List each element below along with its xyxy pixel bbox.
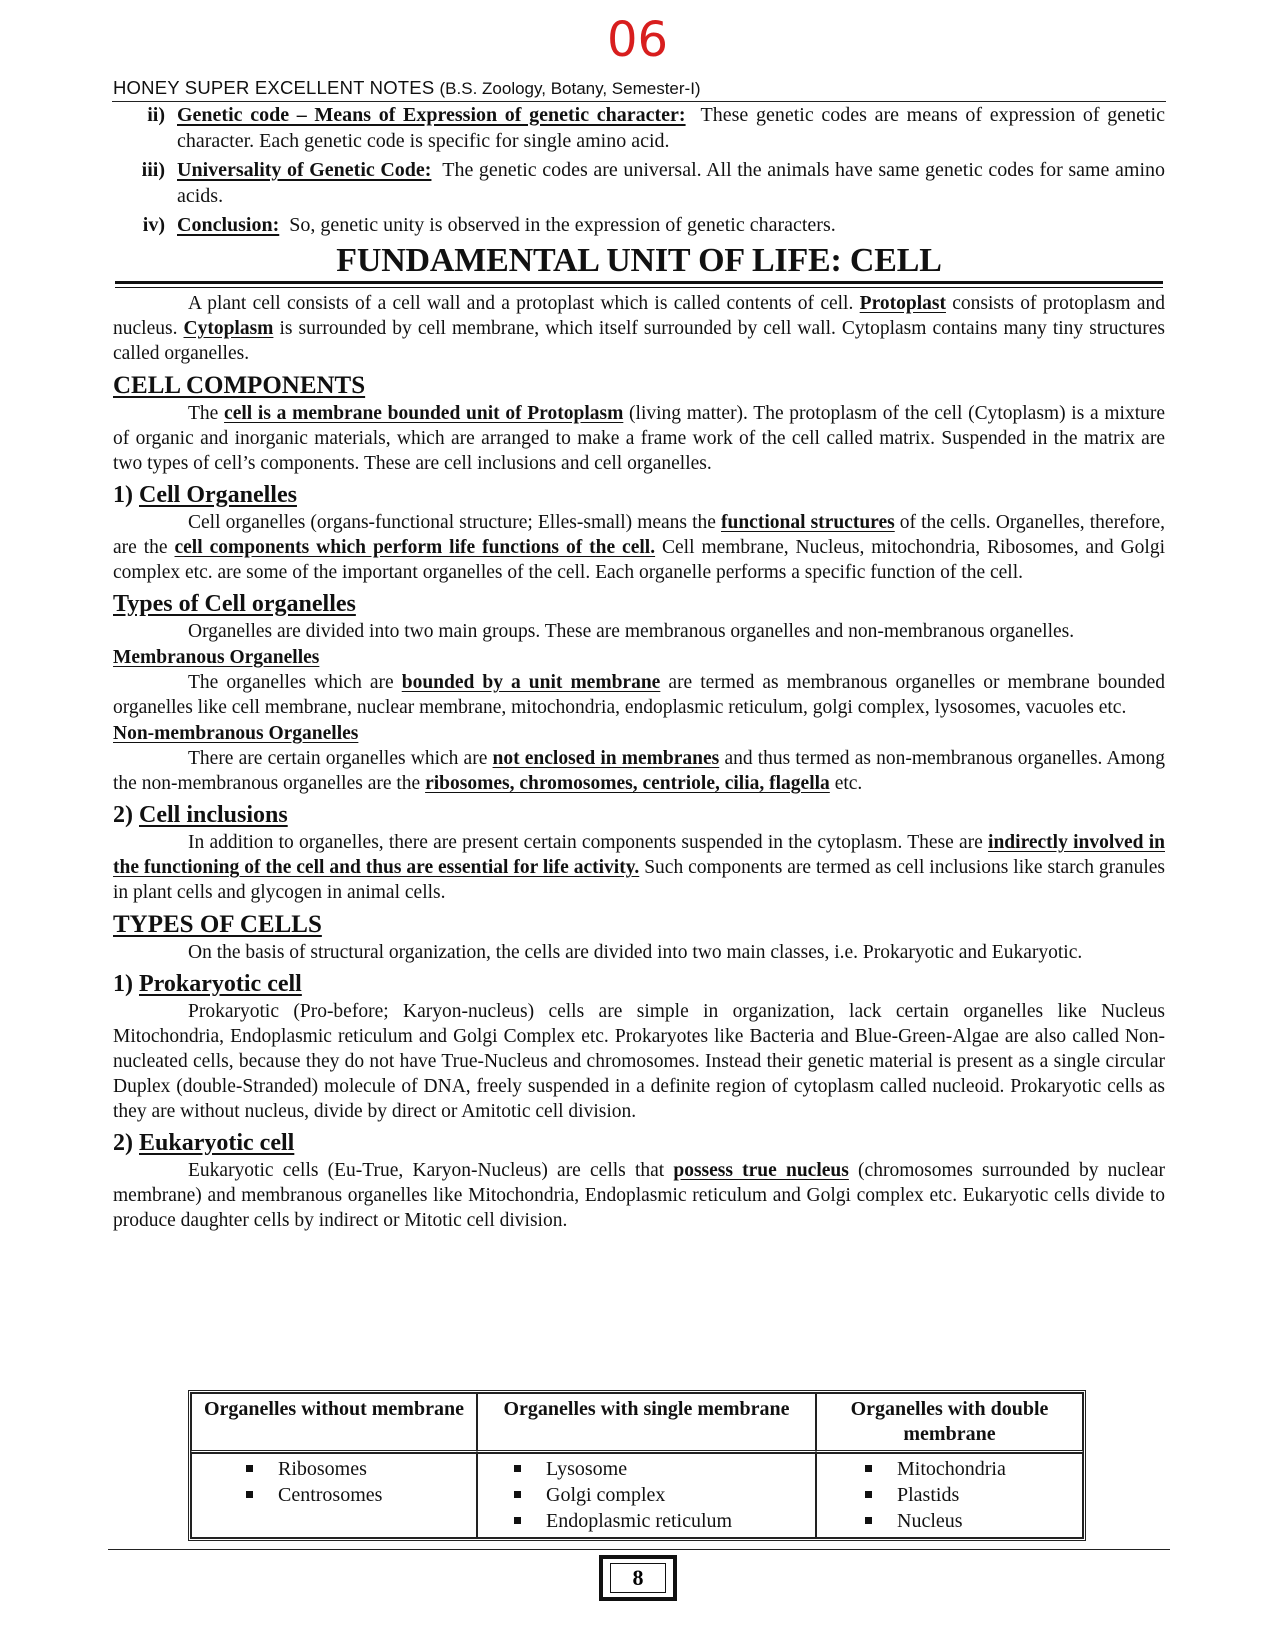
key-phrase: functional structures [721, 512, 895, 533]
cell-organelles-paragraph: Cell organelles (organs-functional structure; Elles-small) means the functional structures of the cells. Organelles, therefore, are the cell components which perform life functions of the cell. Cell membrane, Nucleus, mitochondria, Ribosomes, and Golgi complex etc. are some of the important organelles of the cell. Each organelle performs a specific function of the cell. [113, 512, 1166, 583]
section-heading-eukaryotic: 2) Eukaryotic cell [113, 1130, 295, 1156]
chapter-number: 06 [606, 12, 669, 68]
list-item-title: Conclusion: [177, 214, 280, 236]
list-item [113, 157, 1165, 209]
list-item: Ribosomes [242, 1456, 470, 1482]
list-item-text: These genetic codes are means of expression of genetic character. Each genetic code is specific for single amino acid. [177, 104, 1165, 152]
title-rule-thin [115, 287, 1163, 288]
key-phrase: cell components which perform life functions of the cell. [174, 537, 656, 558]
table-cell [816, 1453, 1083, 1538]
list-item: Endoplasmic reticulum [510, 1508, 809, 1534]
key-phrase: cell is a membrane bounded unit of Protoplasm [224, 403, 624, 424]
running-header [113, 76, 1165, 101]
key-phrase: indirectly involved in the functioning of the cell and thus are essential for life activity. [113, 832, 1165, 878]
table-header: Organelles with double membrane [816, 1393, 1083, 1453]
list-item-text: So, genetic unity is observed in the expression of genetic characters. [289, 214, 836, 236]
list-number: iii) [141, 159, 165, 181]
eukaryotic-paragraph: Eukaryotic cells (Eu-True, Karyon-Nucleus) are cells that possess true nucleus (chromosomes surrounded by nuclear membrane) and membranous organelles like Mitochondria, Endoplasmic reticulum and Golgi complex etc. Eukaryotic cells divide to produce daughter cells by indirect or Mitotic cell division. [113, 1160, 1166, 1231]
title-rule-thick [115, 281, 1163, 284]
cell-inclusions-paragraph: In addition to organelles, there are present certain components suspended in the cytoplasm. These are indirectly involved in the functioning of the cell and thus are essential for life activity. Such components are termed as cell inclusions like starch granules in plant cells and glycogen in animal cells. [113, 832, 1165, 903]
list-item-title: Universality of Genetic Code: [177, 159, 432, 181]
key-phrase: bounded by a unit membrane [401, 672, 661, 693]
section-heading-prokaryotic: 1) Prokaryotic cell [113, 971, 302, 997]
term-cytoplasm: Cytoplasm [183, 318, 274, 339]
key-phrase: ribosomes, chromosomes, centriole, cilia, flagella [425, 773, 830, 794]
page-title: FUNDAMENTAL UNIT OF LIFE: CELL [336, 242, 942, 279]
key-phrase: possess true nucleus [673, 1160, 849, 1181]
section-heading-cell-organelles: 1) Cell Organelles [113, 482, 297, 508]
table-header: Organelles with single membrane [477, 1393, 816, 1453]
list-item-title: Genetic code – Means of Expression of genetic character: [177, 104, 686, 126]
list-item: Nucleus [861, 1508, 1076, 1534]
key-phrase: not enclosed in membranes [492, 748, 720, 769]
organelle-table [188, 1390, 1086, 1541]
section-heading-types-of-cells: TYPES OF CELLS [113, 911, 322, 938]
list-number: iv) [142, 214, 165, 236]
types-of-cells-paragraph: On the basis of structural organization, the cells are divided into two main classes, i.e. Prokaryotic and Eukaryotic. [188, 942, 1083, 963]
cell-components-paragraph: The cell is a membrane bounded unit of Protoplasm (living matter). The protoplasm of the cell (Cytoplasm) is a mixture of organic and inorganic materials, which are arranged to make a frame work of the cell called matrix. Suspended in the matrix are two types of cell’s components. These are cell inclusions and cell organelles. [113, 403, 1166, 474]
list-item [113, 212, 1165, 238]
section-heading-types-of-organelles: Types of Cell organelles [113, 591, 356, 617]
non-membranous-paragraph: There are certain organelles which are not enclosed in membranes and thus termed as non-membranous organelles. Among the non-membranous organelles are the ribosomes, chromosomes, centriole, cilia, flagella etc. [113, 748, 1165, 794]
intro-paragraph: A plant cell consists of a cell wall and a protoplast which is called contents of cell. Protoplast consists of protoplasm and nucleus. Cytoplasm is surrounded by cell membrane, which itself surrounded by cell wall. Cytoplasm contains many tiny structures called organelles. [113, 293, 1166, 364]
list-item-text: The genetic codes are universal. All the animals have same genetic codes for same amino acids. [177, 159, 1166, 207]
page-number: 8 [610, 1563, 666, 1593]
types-of-organelles-paragraph: Organelles are divided into two main groups. These are membranous organelles and non-membranous organelles. [188, 621, 1075, 642]
list-item: Mitochondria [861, 1456, 1076, 1482]
running-subtitle: (B.S. Zoology, Botany, Semester-I) [439, 79, 701, 98]
section-heading-cell-inclusions: 2) Cell inclusions [113, 802, 288, 828]
list-item: Plastids [861, 1482, 1076, 1508]
list-item [113, 102, 1165, 154]
list-number: ii) [147, 104, 165, 126]
page-number-box [599, 1555, 677, 1601]
table-header: Organelles without membrane [191, 1393, 477, 1453]
page-content [113, 102, 1165, 1233]
list-item: Centrosomes [242, 1482, 470, 1508]
subheading-non-membranous: Non-membranous Organelles [113, 723, 359, 744]
subheading-membranous: Membranous Organelles [113, 647, 320, 668]
list-item: Golgi complex [510, 1482, 809, 1508]
list-item: Lysosome [510, 1456, 809, 1482]
table-cell [191, 1453, 477, 1538]
term-protoplast: Protoplast [859, 293, 946, 314]
membranous-paragraph: The organelles which are bounded by a unit membrane are termed as membranous organelles or membrane bounded organelles like cell membrane, nuclear membrane, mitochondria, endoplasmic reticulum, golgi complex, lysosomes, vacuoles etc. [113, 672, 1166, 718]
running-title: HONEY SUPER EXCELLENT NOTES [113, 77, 435, 98]
footer-divider [108, 1549, 1170, 1550]
prokaryotic-paragraph: Prokaryotic (Pro-before; Karyon-nucleus) cells are simple in organization, lack certain organelles like Nucleus Mitochondria, Endoplasmic reticulum and Golgi Complex etc. Prokaryotes like Bacteria and Blue-Green-Algae are also called Non-nucleated cells, because they do not have True-Nucleus and chromosomes. Instead their genetic material is present as a single circular Duplex (double-Stranded) molecule of DNA, freely suspended in a definite region of cytoplasm called nucleoid. Prokaryotic cells as they are without nucleus, divide by direct or Amitotic cell division. [113, 1001, 1165, 1122]
section-heading-cell-components: CELL COMPONENTS [113, 372, 366, 399]
table-cell [477, 1453, 816, 1538]
